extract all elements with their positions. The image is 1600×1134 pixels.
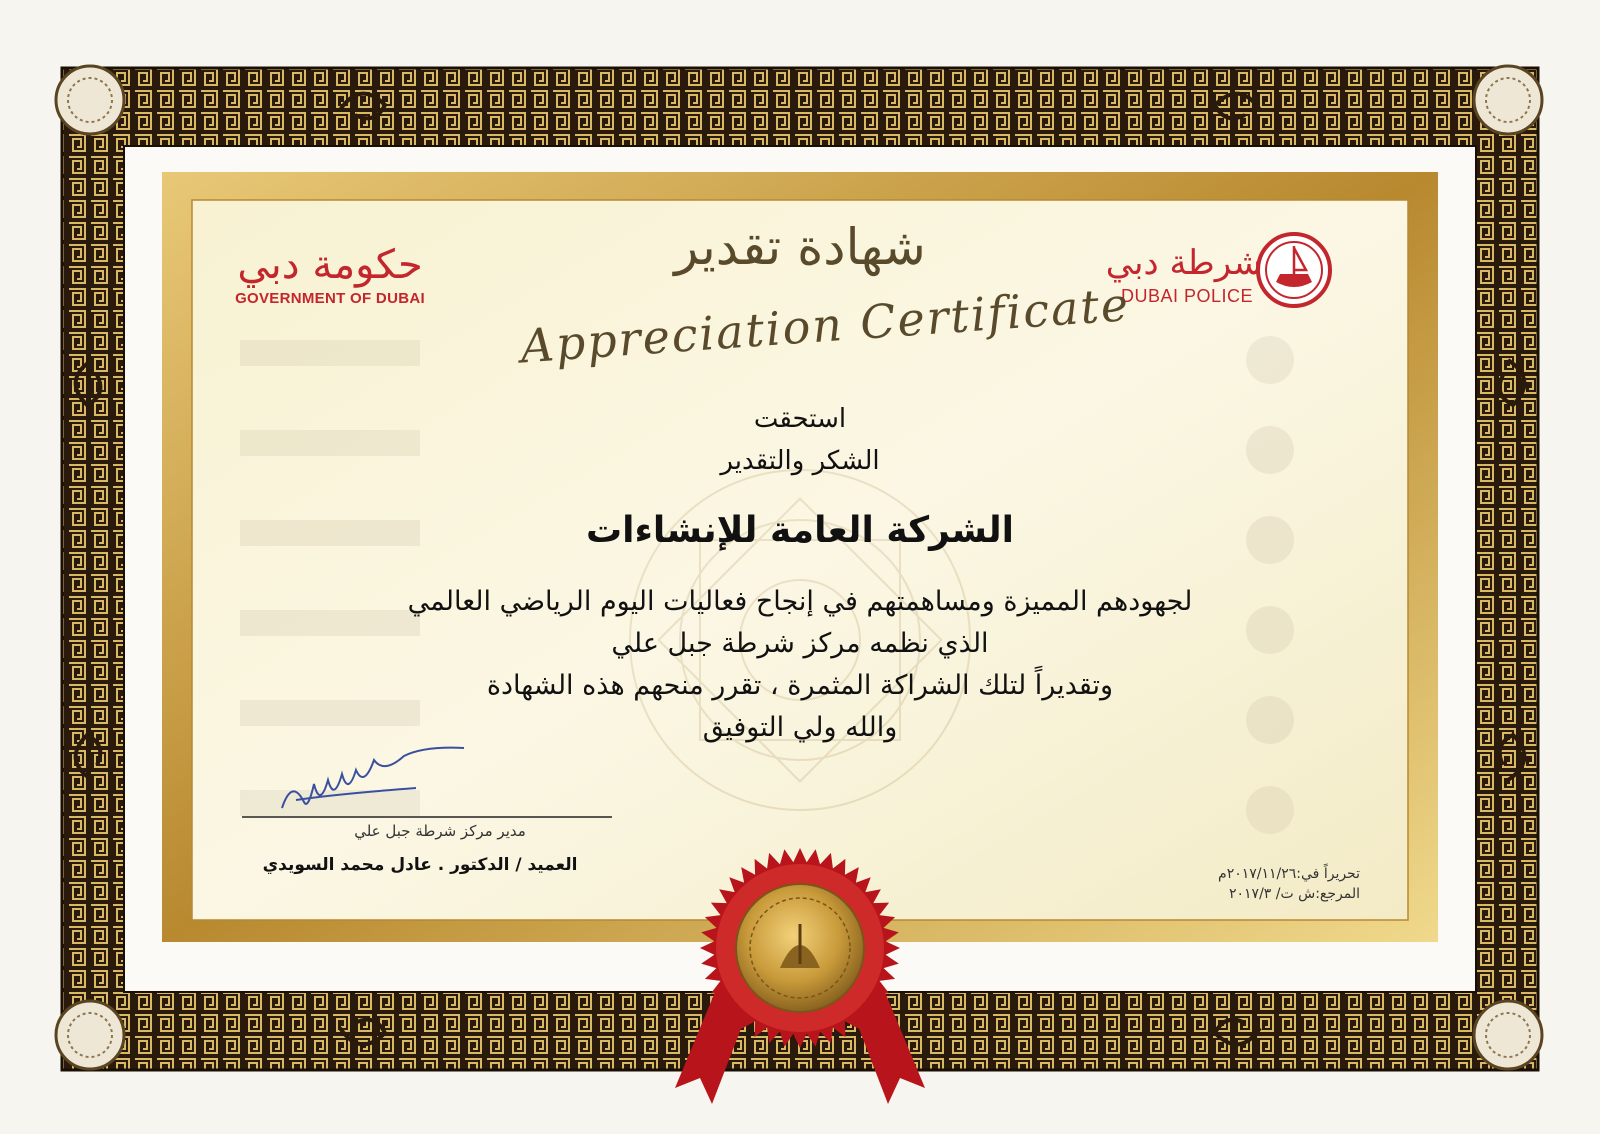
paragraph-line-1: لجهودهم المميزة ومساهمتهم في إنجاح فعاليات اليوم الرياضي العالمي bbox=[407, 586, 1193, 617]
signatory-title: مدير مركز شرطة جبل علي bbox=[354, 822, 526, 840]
paragraph-line-2: الذي نظمه مركز شرطة جبل علي bbox=[611, 628, 989, 659]
dubai-police-emblem bbox=[1258, 234, 1330, 306]
title-english: Appreciation Certificate bbox=[518, 277, 1132, 374]
paragraph-line-4: والله ولي التوفيق bbox=[702, 712, 898, 743]
dubai-police-logo-arabic: شرطة دبي bbox=[1105, 243, 1262, 283]
government-logo bbox=[230, 240, 430, 307]
dubai-police-logo bbox=[1105, 240, 1262, 307]
government-logo-english: GOVERNMENT OF DUBAI bbox=[235, 290, 425, 307]
title-arabic: شهادة تقدير bbox=[674, 218, 926, 276]
seal-rosette bbox=[700, 848, 900, 1048]
signatory-name: العميد / الدكتور . عادل محمد السويدي bbox=[262, 855, 578, 875]
paragraph-line-3: وتقديراً لتلك الشراكة المثمرة ، تقرر منحهم هذه الشهادة bbox=[486, 670, 1114, 701]
issue-date: تحريراً في:٢٠١٧/١١/٢٦م bbox=[1218, 866, 1360, 882]
recipient-name: الشركة العامة للإنشاءات bbox=[586, 510, 1014, 551]
reference-number: المرجع:ش ت/ ٢٠١٧/٣ bbox=[1228, 886, 1360, 902]
government-logo-arabic: حكومة دبي bbox=[237, 242, 423, 288]
dubai-police-logo-english: DUBAI POLICE bbox=[1120, 286, 1254, 306]
thanks-line: الشكر والتقدير bbox=[720, 446, 880, 476]
deserved-line: استحقت bbox=[753, 404, 847, 434]
